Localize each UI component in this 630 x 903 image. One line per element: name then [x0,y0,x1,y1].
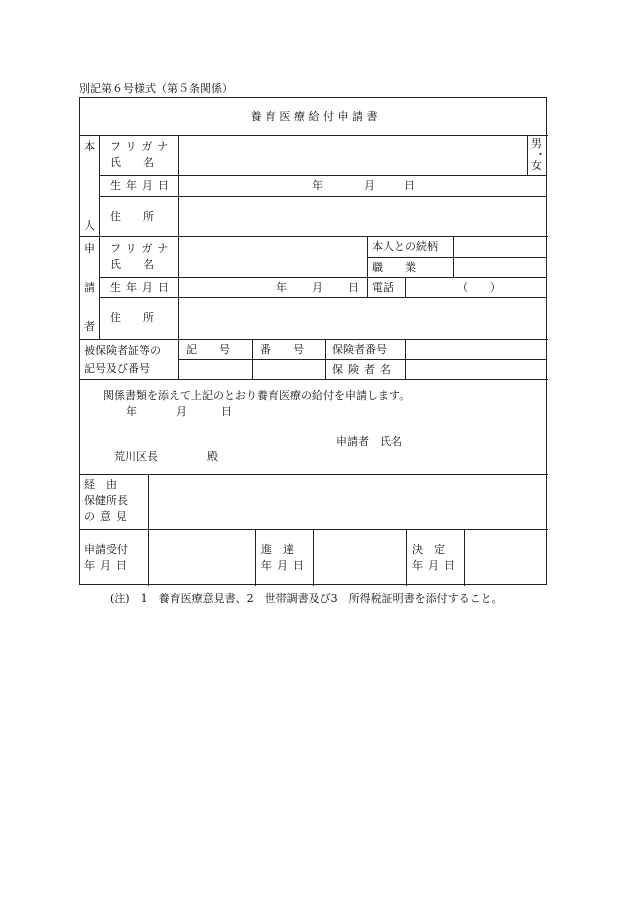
line [325,339,326,379]
line [464,529,465,586]
line [80,529,548,530]
title-divider [80,135,548,136]
patient-birth-day: 日 [404,179,415,192]
insurer-number-label: 保険者番号 [332,343,387,356]
addressee-honorific: 殿 [207,450,218,463]
form-title: 養 育 医 療 給 付 申 請 書 [250,110,378,123]
patient-group-label-2: 人 [84,219,95,232]
line [367,257,547,258]
forwarded-label-line1: 進 達 [261,543,294,556]
line [148,529,149,586]
line [99,135,100,339]
declaration-month: 月 [176,405,187,418]
applicant-birth-year: 年 [276,281,287,294]
insurance-number-label: 番 号 [260,343,304,356]
line [313,529,314,586]
insurance-label-line2: 記号及び番号 [84,362,150,375]
application-form [79,97,547,585]
line [453,236,454,277]
line [99,277,547,278]
patient-address-label: 住 所 [110,210,154,223]
form-number-caption: 別記第６号様式（第５条関係） [79,82,233,95]
phone-area-code-parens: （ ） [457,281,501,294]
applicant-name-label: 氏 名 [110,258,154,271]
patient-group-label-1: 本 [84,140,95,153]
line [80,236,548,237]
relation-label: 本人との続柄 [372,240,438,253]
declaration-day: 日 [221,405,232,418]
patient-birth-year: 年 [312,179,323,192]
applicant-signature-label: 申請者 氏名 [336,435,402,448]
line [252,339,253,379]
declaration-year: 年 [126,405,137,418]
line [406,529,407,586]
health-center-label-line1: 経 由 [84,478,117,491]
patient-birth-month: 月 [364,179,375,192]
insurance-symbol-label: 記 号 [186,343,230,356]
applicant-group-label-1: 申 [84,242,95,255]
insurance-label-line1: 被保険者証等の [84,344,161,357]
patient-furigana-label: フリガナ [110,140,174,153]
line [178,135,179,379]
addressee: 荒川区長 [114,450,158,463]
received-label-line1: 申請受付 [84,543,128,556]
applicant-birth-month: 月 [312,281,323,294]
line [405,339,406,379]
applicant-birthdate-label: 生年月日 [110,281,174,294]
occupation-label: 職 業 [372,261,416,274]
declaration-text: 関係書類を添えて上記のとおり養育医療の給付を申請します。 [103,389,411,402]
applicant-furigana-label: フリガナ [110,242,174,255]
sex-male: 男 [531,137,542,150]
forwarded-label-line2: 年月日 [261,559,309,572]
line [99,297,547,298]
applicant-group-label-3: 者 [84,320,95,333]
applicant-address-label: 住 所 [110,311,154,324]
decided-label-line2: 年月日 [412,559,460,572]
attachment-note: (注) 1 養育医療意見書、2 世帯調書及び3 所得税証明書を添付すること。 [110,592,503,605]
line [148,474,149,529]
line [255,529,256,586]
patient-birthdate-label: 生年月日 [110,179,174,192]
phone-label: 電話 [372,281,394,294]
patient-name-label: 氏 名 [110,156,154,169]
line [80,474,548,475]
applicant-birth-day: 日 [348,281,359,294]
applicant-group-label-2: 請 [84,281,95,294]
decided-label-line1: 決 定 [412,543,445,556]
line [99,175,547,176]
health-center-label-line3: の意見 [84,510,132,523]
line [99,196,547,197]
health-center-label-line2: 保健所長 [84,494,128,507]
received-label-line2: 年月日 [84,559,132,572]
line [178,359,547,360]
sex-female: 女 [531,159,542,172]
line [527,135,528,175]
line [80,339,548,340]
sex-separator: ・ [535,148,546,161]
line [80,379,548,380]
line [367,236,368,297]
line [405,277,406,297]
insurer-name-label: 保険者名 [332,363,396,376]
